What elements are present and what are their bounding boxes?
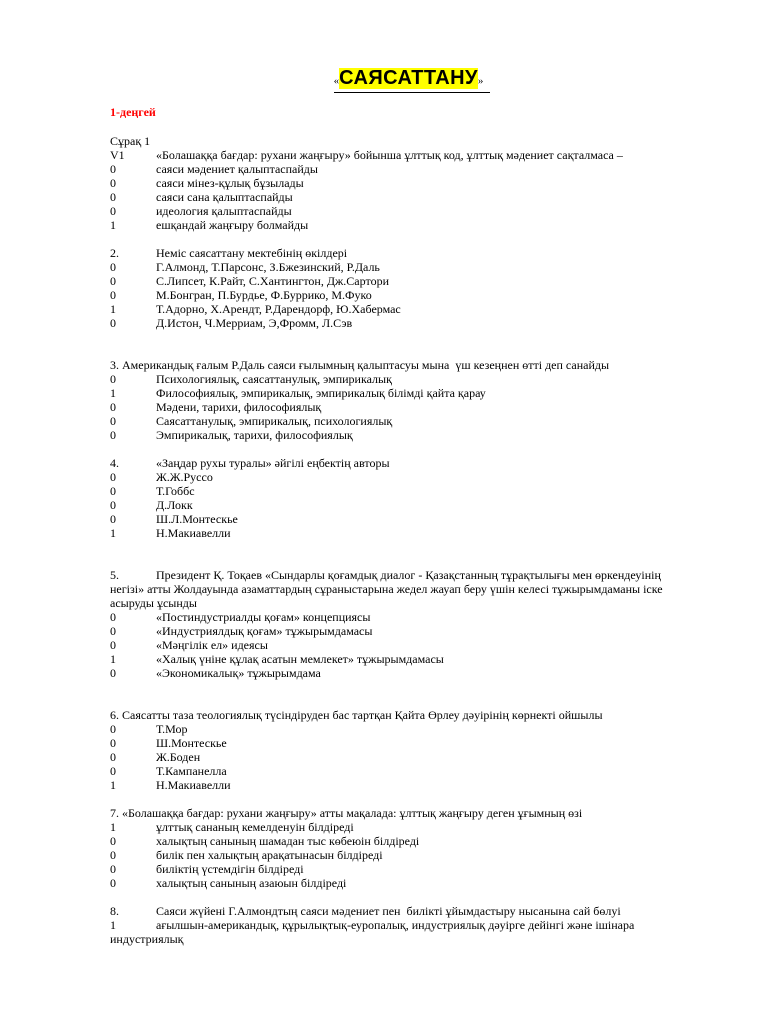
question-text: «Болашаққа бағдар: рухани жаңғыру» бойынша ұлттық код, ұлттық мәдениет сақталмаса – bbox=[156, 148, 623, 162]
answer-option bbox=[110, 834, 714, 848]
answer-option bbox=[110, 190, 714, 204]
answer-text: Н.Макиавелли bbox=[156, 526, 231, 540]
answer-option bbox=[110, 302, 714, 316]
answer-mark: 0 bbox=[110, 274, 116, 288]
answer-text: ағылшын-американдық, құрылықтық-еуропалық, индустриялық дәуірге дейінгі және ішінара bbox=[156, 918, 635, 932]
answer-text: «Мәңгілік ел» идеясы bbox=[156, 638, 268, 652]
question-text-continuation: асыруды ұсынды bbox=[110, 596, 197, 610]
answer-option bbox=[110, 652, 714, 666]
answer-mark: 1 bbox=[110, 218, 116, 232]
answer-mark: 0 bbox=[110, 736, 116, 750]
question-number: 2. bbox=[110, 246, 119, 260]
answer-mark: 0 bbox=[110, 862, 116, 876]
answer-mark: 0 bbox=[110, 400, 116, 414]
answer-text: Ш.Л.Монтескье bbox=[156, 512, 238, 526]
answer-text: Психологиялық, саясаттанулық, эмпирикалық bbox=[156, 372, 392, 386]
answer-option bbox=[110, 736, 714, 750]
question-text: Президент Қ. Тоқаев «Сындарлы қоғамдық диалог - Қазақстанның тұрақтылығы мен өркендеуінің bbox=[156, 568, 661, 582]
answer-mark: 0 bbox=[110, 498, 116, 512]
answer-text: халықтың санының шамадан тыс көбеюін білдіреді bbox=[156, 834, 420, 848]
answer-option bbox=[110, 820, 714, 834]
title-close-quote: » bbox=[477, 75, 484, 87]
answer-option bbox=[110, 498, 714, 512]
answer-option bbox=[110, 610, 714, 624]
answer-option bbox=[110, 750, 714, 764]
answer-text: саяси мінез-құлық бұзылады bbox=[156, 176, 304, 190]
title-open-quote: « bbox=[333, 75, 340, 87]
answer-option bbox=[110, 862, 714, 876]
answer-mark: 0 bbox=[110, 428, 116, 442]
answer-mark: 0 bbox=[110, 372, 116, 386]
answer-mark: 1 bbox=[110, 526, 116, 540]
answer-option bbox=[110, 274, 714, 288]
answer-text: «Постиндустриалды қоғам» концепциясы bbox=[156, 610, 371, 624]
answer-option bbox=[110, 372, 714, 386]
answer-text: Ш.Монтескье bbox=[156, 736, 227, 750]
answer-text: билік пен халықтың арақатынасын білдіреді bbox=[156, 848, 383, 862]
answer-mark: 0 bbox=[110, 484, 116, 498]
answer-text: халықтың санының азаюын білдіреді bbox=[156, 876, 347, 890]
answer-mark: 0 bbox=[110, 260, 116, 274]
answer-mark: 1 bbox=[110, 652, 116, 666]
answer-mark: 0 bbox=[110, 176, 116, 190]
answer-option bbox=[110, 526, 714, 540]
answer-mark: 0 bbox=[110, 834, 116, 848]
answer-option bbox=[110, 288, 714, 302]
answer-text: идеология қалыптаспайды bbox=[156, 204, 292, 218]
answer-option bbox=[110, 722, 714, 736]
answer-option bbox=[110, 624, 714, 638]
answer-mark: 0 bbox=[110, 750, 116, 764]
answer-text: Мәдени, тарихи, философиялық bbox=[156, 400, 322, 414]
question-number: 8. bbox=[110, 904, 119, 918]
answer-mark: 0 bbox=[110, 848, 116, 862]
answer-text: Философиялық, эмпирикалық, эмпирикалық білімді қайта қарау bbox=[156, 386, 486, 400]
answer-option bbox=[110, 400, 714, 414]
question-prompt bbox=[110, 246, 714, 260]
answer-mark: 0 bbox=[110, 204, 116, 218]
answer-option bbox=[110, 918, 714, 932]
answer-option bbox=[110, 428, 714, 442]
answer-mark: 1 bbox=[110, 918, 116, 932]
question-number: 4. bbox=[110, 456, 119, 470]
question-text: «Заңдар рухы туралы» әйгілі еңбектің авторы bbox=[156, 456, 390, 470]
answer-option bbox=[110, 638, 714, 652]
question-prompt: 7. «Болашаққа бағдар: рухани жаңғыру» атты мақалада: ұлттық жаңғыру деген ұғымның өзі bbox=[110, 806, 583, 820]
answer-mark: 0 bbox=[110, 512, 116, 526]
answer-mark: 0 bbox=[110, 722, 116, 736]
answer-text: М.Бонгран, П.Бурдье, Ф.Буррико, М.Фуко bbox=[156, 288, 372, 302]
answer-option bbox=[110, 876, 714, 890]
question-number: 5. bbox=[110, 568, 119, 582]
answer-text: Д.Локк bbox=[156, 498, 193, 512]
answer-mark: 0 bbox=[110, 876, 116, 890]
answer-option bbox=[110, 764, 714, 778]
question-prompt bbox=[110, 456, 714, 470]
answer-text: Н.Макиавелли bbox=[156, 778, 231, 792]
question-prompt bbox=[110, 568, 714, 582]
answer-option bbox=[110, 470, 714, 484]
answer-mark: 0 bbox=[110, 638, 116, 652]
answer-text: Г.Алмонд, Т.Парсонс, З.Бжезинский, Р.Даль bbox=[156, 260, 380, 274]
answer-text: Ж.Ж.Руссо bbox=[156, 470, 213, 484]
question-prompt: 6. Саясатты таза теологиялық түсіндіруден бас тартқан Қайта Өрлеу дәуірінің көрнекті ойшылы bbox=[110, 708, 603, 722]
answer-option bbox=[110, 484, 714, 498]
answer-text: Т.Кампанелла bbox=[156, 764, 227, 778]
answer-mark: 0 bbox=[110, 316, 116, 330]
answer-mark: 0 bbox=[110, 414, 116, 428]
answer-mark: 0 bbox=[110, 470, 116, 484]
level-label: 1-деңгей bbox=[110, 105, 156, 119]
question-text-continuation: негізі» атты Жолдауында азаматтардың сұраныстарына жедел жауап беру үшін келесі тұжырымдаманы іске bbox=[110, 582, 663, 596]
answer-text: биліктің үстемдігін білдіреді bbox=[156, 862, 304, 876]
document-title bbox=[110, 68, 714, 93]
answer-text: Т.Адорно, Х.Арендт, Р.Дарендорф, Ю.Хабермас bbox=[156, 302, 401, 316]
answer-text: Ж.Боден bbox=[156, 750, 201, 764]
question-heading: Сұрақ 1 bbox=[110, 134, 151, 148]
answer-text: С.Липсет, К.Райт, С.Хантингтон, Дж.Сартори bbox=[156, 274, 389, 288]
answer-option bbox=[110, 218, 714, 232]
question-number: V1 bbox=[110, 148, 125, 162]
answer-text: Т.Мор bbox=[156, 722, 188, 736]
answer-option bbox=[110, 666, 714, 680]
answer-option bbox=[110, 848, 714, 862]
answer-mark: 0 bbox=[110, 666, 116, 680]
answer-mark: 0 bbox=[110, 610, 116, 624]
answer-mark: 1 bbox=[110, 820, 116, 834]
question-prompt: 3. Американдық ғалым Р.Даль саяси ғылымның қалыптасуы мына үш кезеңнен өтті деп санайды bbox=[110, 358, 610, 372]
answer-option bbox=[110, 386, 714, 400]
answer-text: «Индустриялдық қоғам» тұжырымдамасы bbox=[156, 624, 373, 638]
question-text: Саяси жүйені Г.Алмондтың саяси мәдениет пен билікті ұйымдастыру нысанына сай бөлуі bbox=[156, 904, 621, 918]
answer-mark: 0 bbox=[110, 764, 116, 778]
answer-text: Эмпирикалық, тарихи, философиялық bbox=[156, 428, 353, 442]
answer-option bbox=[110, 204, 714, 218]
answer-mark: 1 bbox=[110, 778, 116, 792]
answer-text: саяси сана қалыптаспайды bbox=[156, 190, 293, 204]
answer-text: саяси мәдениет қалыптаспайды bbox=[156, 162, 318, 176]
question-text: Неміс саясаттану мектебінің өкілдері bbox=[156, 246, 348, 260]
answer-option bbox=[110, 176, 714, 190]
answer-mark: 0 bbox=[110, 288, 116, 302]
answer-text: «Экономикалық» тұжырымдама bbox=[156, 666, 321, 680]
answer-text: ұлттық сананың кемелденуін білдіреді bbox=[156, 820, 354, 834]
answer-option bbox=[110, 512, 714, 526]
answer-mark: 0 bbox=[110, 162, 116, 176]
answer-mark: 1 bbox=[110, 302, 116, 316]
answer-text: Т.Гоббс bbox=[156, 484, 195, 498]
answer-option bbox=[110, 162, 714, 176]
question-prompt bbox=[110, 904, 714, 918]
answer-mark: 0 bbox=[110, 190, 116, 204]
answer-text: «Халық үніне құлақ асатын мемлекет» тұжырымдамасы bbox=[156, 652, 444, 666]
answer-mark: 1 bbox=[110, 386, 116, 400]
answer-text-continuation: индустриялық bbox=[110, 932, 184, 946]
answer-text: Саясаттанулық, эмпирикалық, психологиялық bbox=[156, 414, 393, 428]
answer-mark: 0 bbox=[110, 624, 116, 638]
question-list bbox=[110, 134, 714, 946]
answer-text: ешқандай жаңғыру болмайды bbox=[156, 218, 309, 232]
answer-text: Д.Истон, Ч.Мерриам, Э,Фромм, Л.Сэв bbox=[156, 316, 353, 330]
title-word-highlighted: САЯСАТТАНУ bbox=[339, 67, 478, 89]
answer-option bbox=[110, 414, 714, 428]
answer-option bbox=[110, 260, 714, 274]
title-underline bbox=[334, 68, 491, 93]
answer-option bbox=[110, 778, 714, 792]
answer-option bbox=[110, 316, 714, 330]
question-prompt bbox=[110, 148, 714, 162]
